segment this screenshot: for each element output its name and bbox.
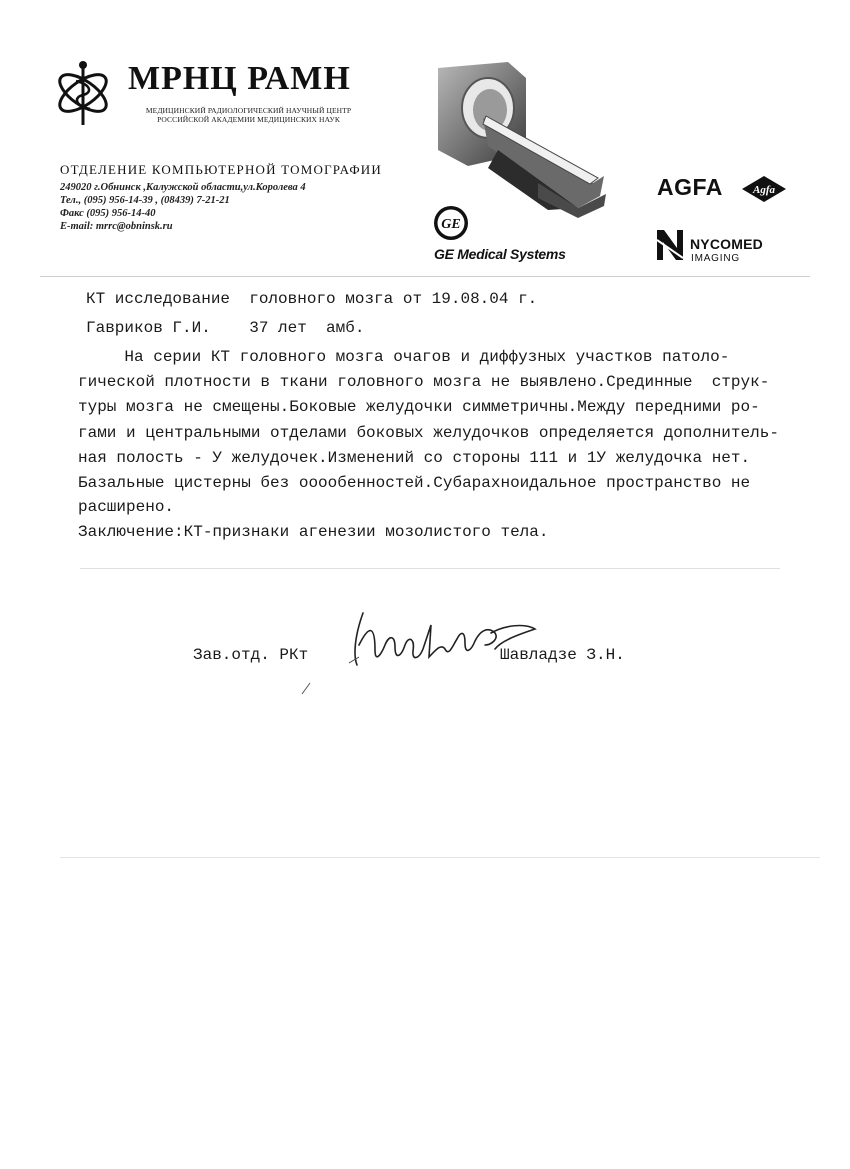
ct-scanner-image — [428, 58, 610, 218]
agfa-badge-text: Agfa — [753, 184, 775, 196]
org-title: МРНЦ РАМН — [128, 60, 351, 97]
scan-artifact-line — [80, 568, 780, 569]
signer-name: Шавладзе З.Н. — [500, 646, 625, 664]
ge-medical-systems-label: GE Medical Systems — [434, 246, 566, 262]
department-name: ОТДЕЛЕНИЕ КОМПЬЮТЕРНОЙ ТОМОГРАФИИ — [60, 162, 382, 177]
ge-logo-icon — [433, 205, 469, 241]
conclusion-line: Заключение:КТ-признаки агенезии мозолистого тела. — [78, 523, 549, 541]
scan-artifact-line — [40, 276, 810, 277]
medical-emblem-icon — [52, 55, 114, 130]
address-line: 249020 г.Обнинск ,Калужской области,ул.Королева 4 — [60, 182, 306, 193]
nycomed-n-icon — [655, 228, 685, 262]
report-body-line: гической плотности в ткани головного мозга не выявлено.Срединные струк- — [78, 373, 770, 391]
report-body-line: гами и центральными отделами боковых желудочков определяется дополнитель- — [78, 424, 779, 442]
signer-position: Зав.отд. РКт — [193, 646, 309, 664]
org-subtitle-line2: РОССИЙСКОЙ АКАДЕМИИ МЕДИЦИНСКИХ НАУК — [157, 115, 340, 124]
scan-artifact-line — [60, 857, 820, 858]
report-body-line: Базальные цистерны без ооообенностей.Субарахноидальное пространство не — [78, 474, 751, 492]
org-subtitle-line1: МЕДИЦИНСКИЙ РАДИОЛОГИЧЕСКИЙ НАУЧНЫЙ ЦЕНТР — [145, 106, 352, 115]
ge-emblem-letters: GE — [441, 217, 461, 232]
stray-mark — [300, 682, 312, 696]
nycomed-imaging-label: IMAGING — [691, 253, 740, 264]
nycomed-label: NYCOMED — [690, 236, 763, 252]
phone-line: Тел., (095) 956-14-39 , (08439) 7-21-21 — [60, 195, 230, 206]
agfa-label: AGFA — [657, 174, 723, 200]
report-body-line: На серии КТ головного мозга очагов и диффузных участков патоло- — [86, 348, 730, 366]
report-body-line: расширено. — [78, 498, 175, 516]
handwritten-signature — [345, 605, 545, 677]
agfa-rhombus-icon — [738, 175, 790, 203]
org-subtitle — [126, 106, 371, 124]
report-body-line: ная полость - У желудочек.Изменений со стороны 111 и 1У желудочка нет. — [78, 449, 751, 467]
fax-line: Факс (095) 956-14-40 — [60, 208, 156, 219]
report-title: КТ исследование головного мозга от 19.08.04 г. — [86, 290, 538, 308]
patient-line: Гавриков Г.И. 37 лет амб. — [86, 319, 365, 337]
report-body-line: туры мозга не смещены.Боковые желудочки симметричны.Между передними ро- — [78, 398, 760, 416]
email-line: E-mail: mrrc@obninsk.ru — [60, 221, 173, 232]
